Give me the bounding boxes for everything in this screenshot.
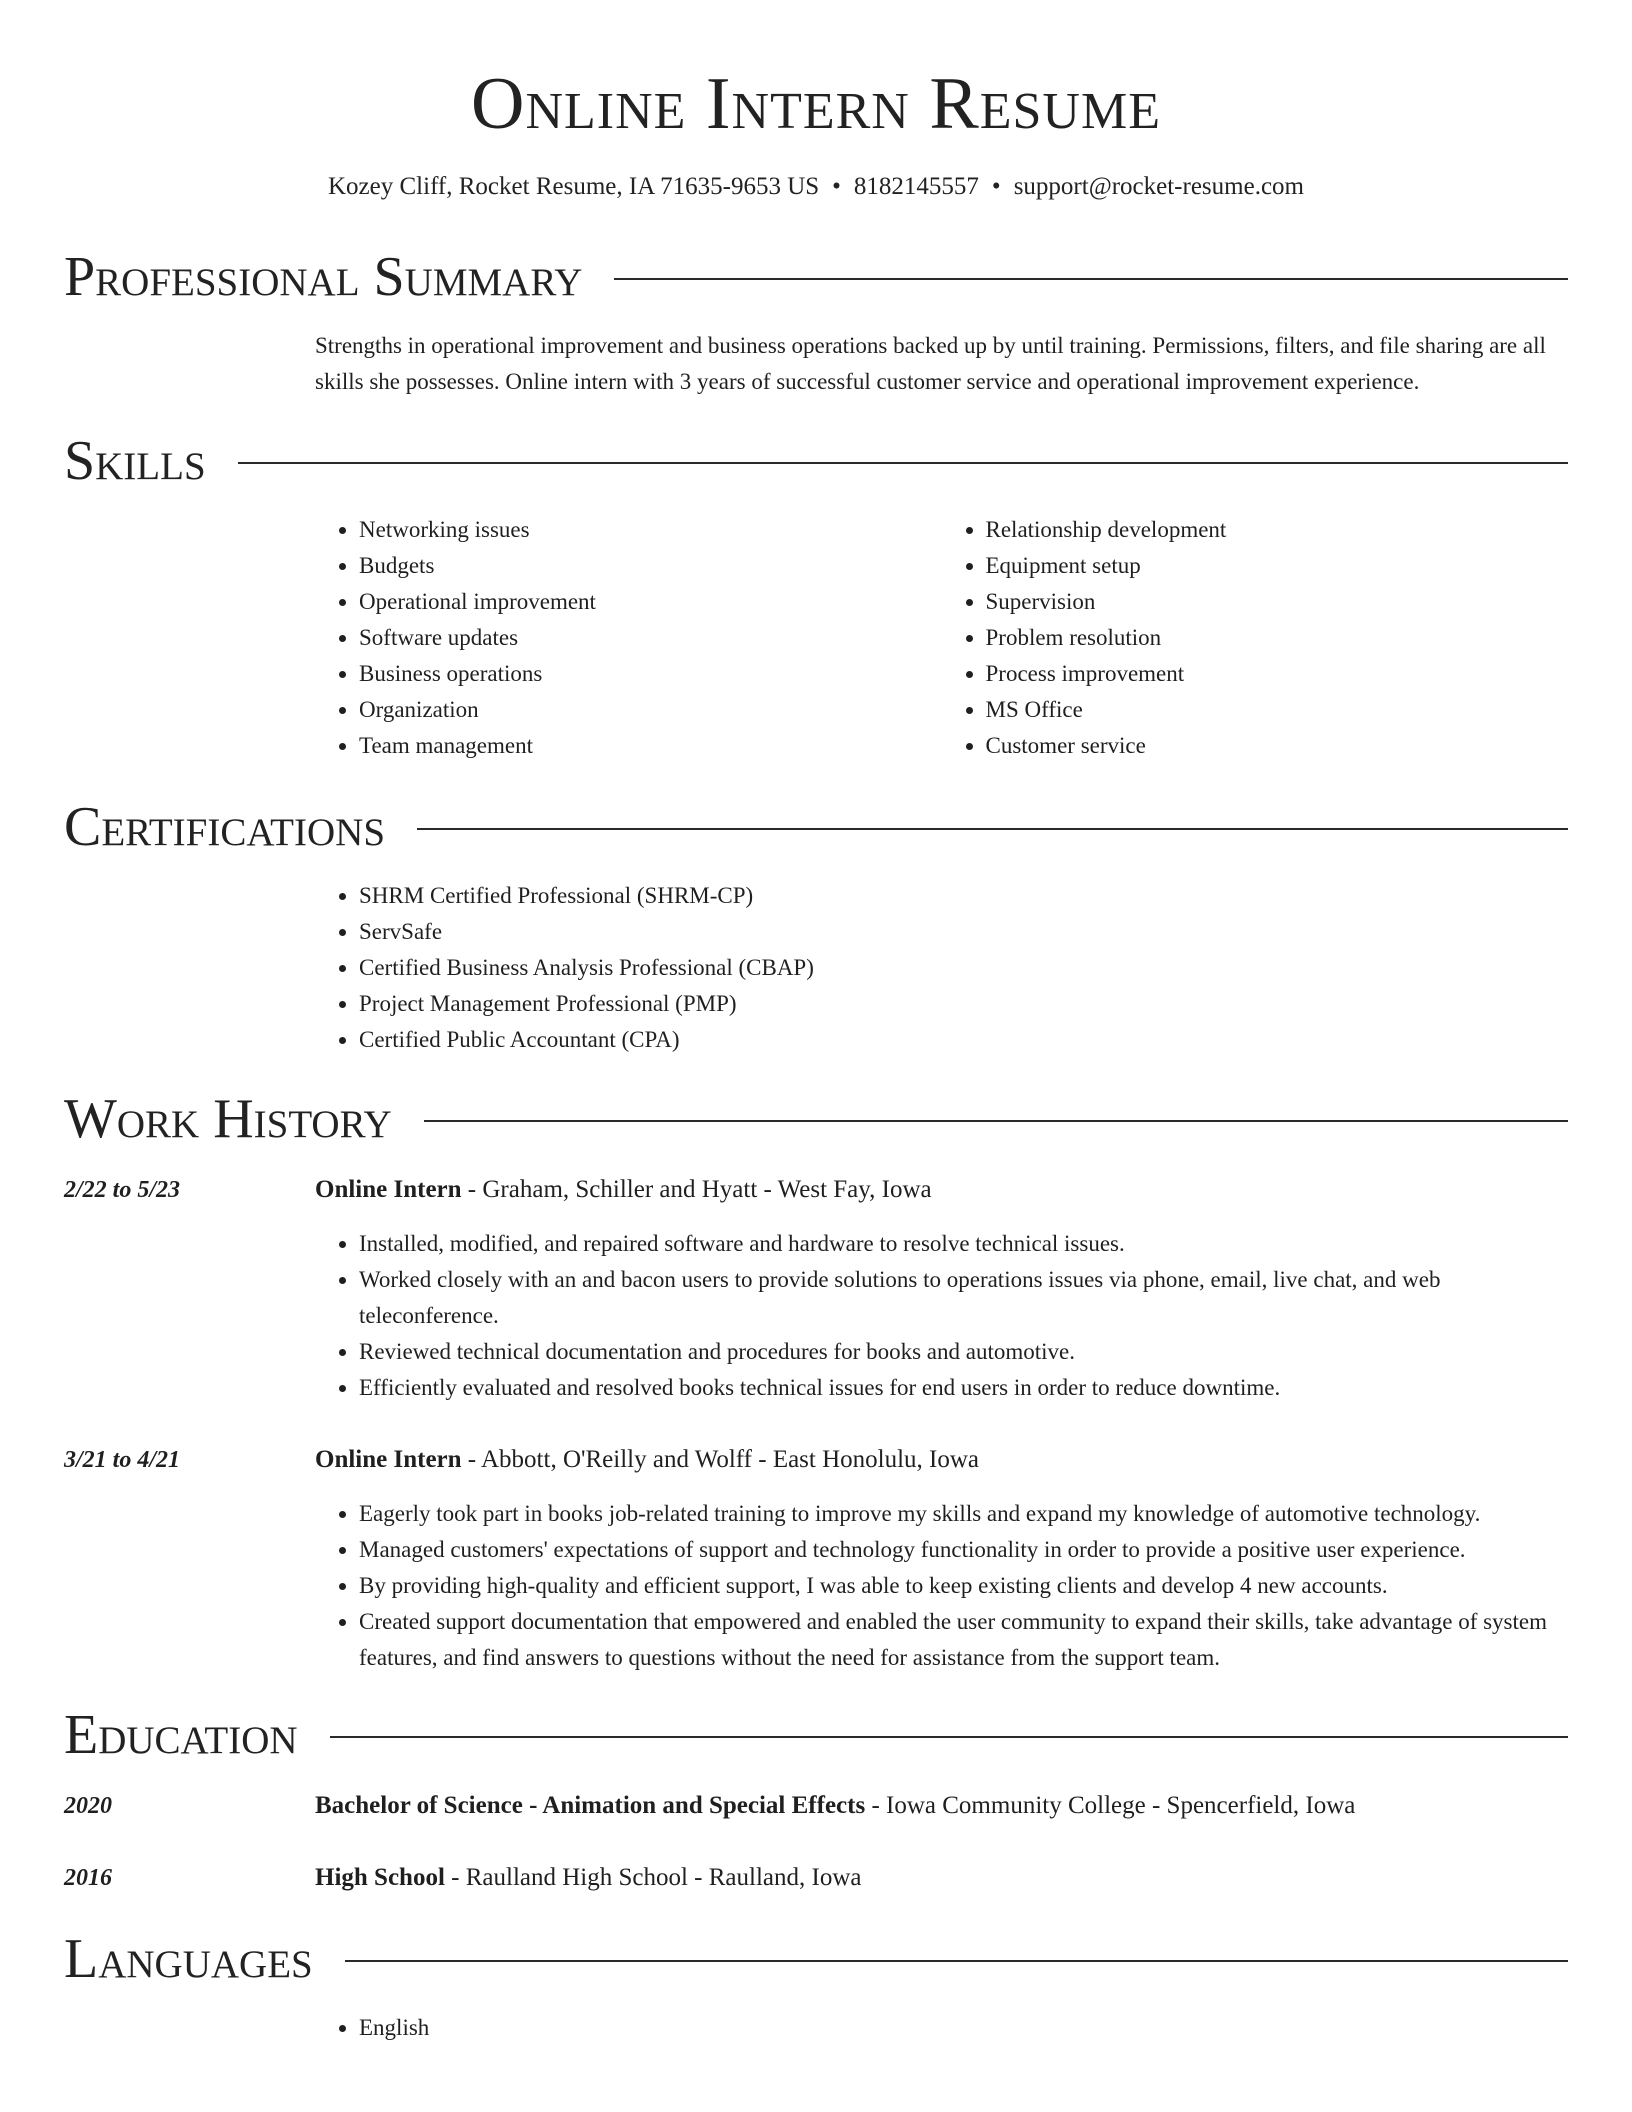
skill-item: • Networking issues: [359, 512, 942, 548]
skill-item: • Operational improvement: [359, 584, 942, 620]
summary-body: [315, 328, 1568, 400]
skill-item: • Equipment setup: [986, 548, 1569, 584]
work-entry: [64, 1172, 1568, 1406]
certification-item: • Certified Business Analysis Professional (CBAP): [359, 950, 1568, 986]
work-role: Online Intern: [315, 1446, 462, 1473]
work-bullet: • Installed, modified, and repaired software and hardware to resolve technical issues.: [359, 1226, 1568, 1262]
work-section-header: [64, 1086, 1568, 1152]
education-detail: [315, 1860, 1568, 1896]
skill-item: • Organization: [359, 692, 942, 728]
languages-section-header: [64, 1926, 1568, 1992]
skills-heading: Skills: [64, 430, 206, 492]
education-heading: Education: [64, 1704, 298, 1766]
summary-heading: Professional Summary: [64, 246, 583, 308]
skill-item: • Software updates: [359, 620, 942, 656]
section-divider: [417, 828, 1568, 830]
contact-separator: •: [832, 173, 841, 200]
education-headline: [315, 1788, 1568, 1824]
section-divider: [345, 1960, 1568, 1962]
education-school: - Raulland High School - Raulland, Iowa: [444, 1864, 862, 1891]
contact-email: support@rocket-resume.com: [1013, 173, 1304, 200]
certifications-section-header: [64, 794, 1568, 860]
education-headline: [315, 1860, 1568, 1896]
contact-line: [64, 170, 1568, 204]
skills-section-header: [64, 428, 1568, 494]
language-item: • English: [359, 2010, 1568, 2046]
work-dates: 3/21 to 4/21: [64, 1447, 181, 1473]
education-year: 2016: [64, 1865, 112, 1891]
work-role: Online Intern: [315, 1176, 462, 1203]
work-employer: - Graham, Schiller and Hyatt - West Fay, Iowa: [461, 1176, 932, 1203]
work-bullets: [315, 1496, 1568, 1676]
certifications-body: [315, 878, 1568, 1058]
summary-text: Strengths in operational improvement and business operations backed up by until training. Permissions, filters, and file sharing are all skills she possesses. Online intern with 3 years of successful customer service and operational improvement experience.: [315, 333, 1546, 394]
work-detail: [315, 1172, 1568, 1406]
education-section-header: [64, 1702, 1568, 1768]
resume-title: Online Intern Resume: [471, 63, 1161, 145]
languages-list: [315, 2010, 1568, 2046]
work-bullet: • Created support documentation that empowered and enabled the user community to expand their skills, take advantage of system features, and find answers to questions without the need for assistance from the support team.: [359, 1604, 1568, 1676]
education-school: - Iowa Community College - Spencerfield, Iowa: [865, 1792, 1356, 1819]
section-divider: [330, 1736, 1568, 1738]
education-entry: [64, 1860, 1568, 1896]
section-divider: [614, 278, 1568, 280]
work-entry: [64, 1442, 1568, 1676]
work-dates: 2/22 to 5/23: [64, 1177, 181, 1203]
skill-item: • MS Office: [986, 692, 1569, 728]
certification-item: • Certified Public Accountant (CPA): [359, 1022, 1568, 1058]
skill-item: • Business operations: [359, 656, 942, 692]
skill-item: • Supervision: [986, 584, 1569, 620]
contact-phone: 8182145557: [853, 173, 979, 200]
skill-item: • Team management: [359, 728, 942, 764]
education-year: 2020: [64, 1793, 112, 1819]
work-detail: [315, 1442, 1568, 1676]
work-bullets: [315, 1226, 1568, 1406]
skills-grid: [315, 512, 1568, 764]
skill-item: • Customer service: [986, 728, 1569, 764]
languages-body: [315, 2010, 1568, 2046]
work-bullet: • Reviewed technical documentation and procedures for books and automotive.: [359, 1334, 1568, 1370]
contact-separator: •: [991, 173, 1001, 200]
skill-item: • Process improvement: [986, 656, 1569, 692]
contact-address: Kozey Cliff, Rocket Resume, IA 71635-9653 US: [328, 173, 820, 200]
education-entry: [64, 1788, 1568, 1824]
work-bullet: • Managed customers' expectations of support and technology functionality in order to provide a positive user experience.: [359, 1532, 1568, 1568]
certifications-heading: Certifications: [64, 796, 386, 858]
skill-item: • Relationship development: [986, 512, 1569, 548]
skill-item: • Budgets: [359, 548, 942, 584]
summary-section-header: [64, 244, 1568, 310]
languages-heading: Languages: [64, 1928, 313, 1990]
work-headline: [315, 1442, 1568, 1478]
work-heading: Work History: [64, 1088, 392, 1150]
skills-body: [315, 512, 1568, 764]
work-headline: [315, 1172, 1568, 1208]
certification-item: • Project Management Professional (PMP): [359, 986, 1568, 1022]
section-divider: [238, 462, 1568, 464]
skills-list-right: [942, 512, 1569, 764]
certifications-list: [315, 878, 1568, 1058]
work-bullet: • Efficiently evaluated and resolved books technical issues for end users in order to reduce downtime.: [359, 1370, 1568, 1406]
education-degree: Bachelor of Science - Animation and Special Effects: [315, 1792, 866, 1819]
work-bullet: • By providing high-quality and efficient support, I was able to keep existing clients and develop 4 new accounts.: [359, 1568, 1568, 1604]
education-detail: [315, 1788, 1568, 1824]
work-employer: - Abbott, O'Reilly and Wolff - East Honolulu, Iowa: [461, 1446, 980, 1473]
skill-item: • Problem resolution: [986, 620, 1569, 656]
skills-list-left: [315, 512, 942, 764]
work-bullet: • Eagerly took part in books job-related training to improve my skills and expand my knowledge of automotive technology.: [359, 1496, 1568, 1532]
resume-page: [64, 0, 1568, 2046]
education-degree: High School: [315, 1864, 445, 1891]
work-bullet: • Worked closely with an and bacon users to provide solutions to operations issues via phone, email, live chat, and web teleconference.: [359, 1262, 1568, 1334]
certification-item: • SHRM Certified Professional (SHRM-CP): [359, 878, 1568, 914]
section-divider: [424, 1120, 1568, 1122]
certification-item: • ServSafe: [359, 914, 1568, 950]
